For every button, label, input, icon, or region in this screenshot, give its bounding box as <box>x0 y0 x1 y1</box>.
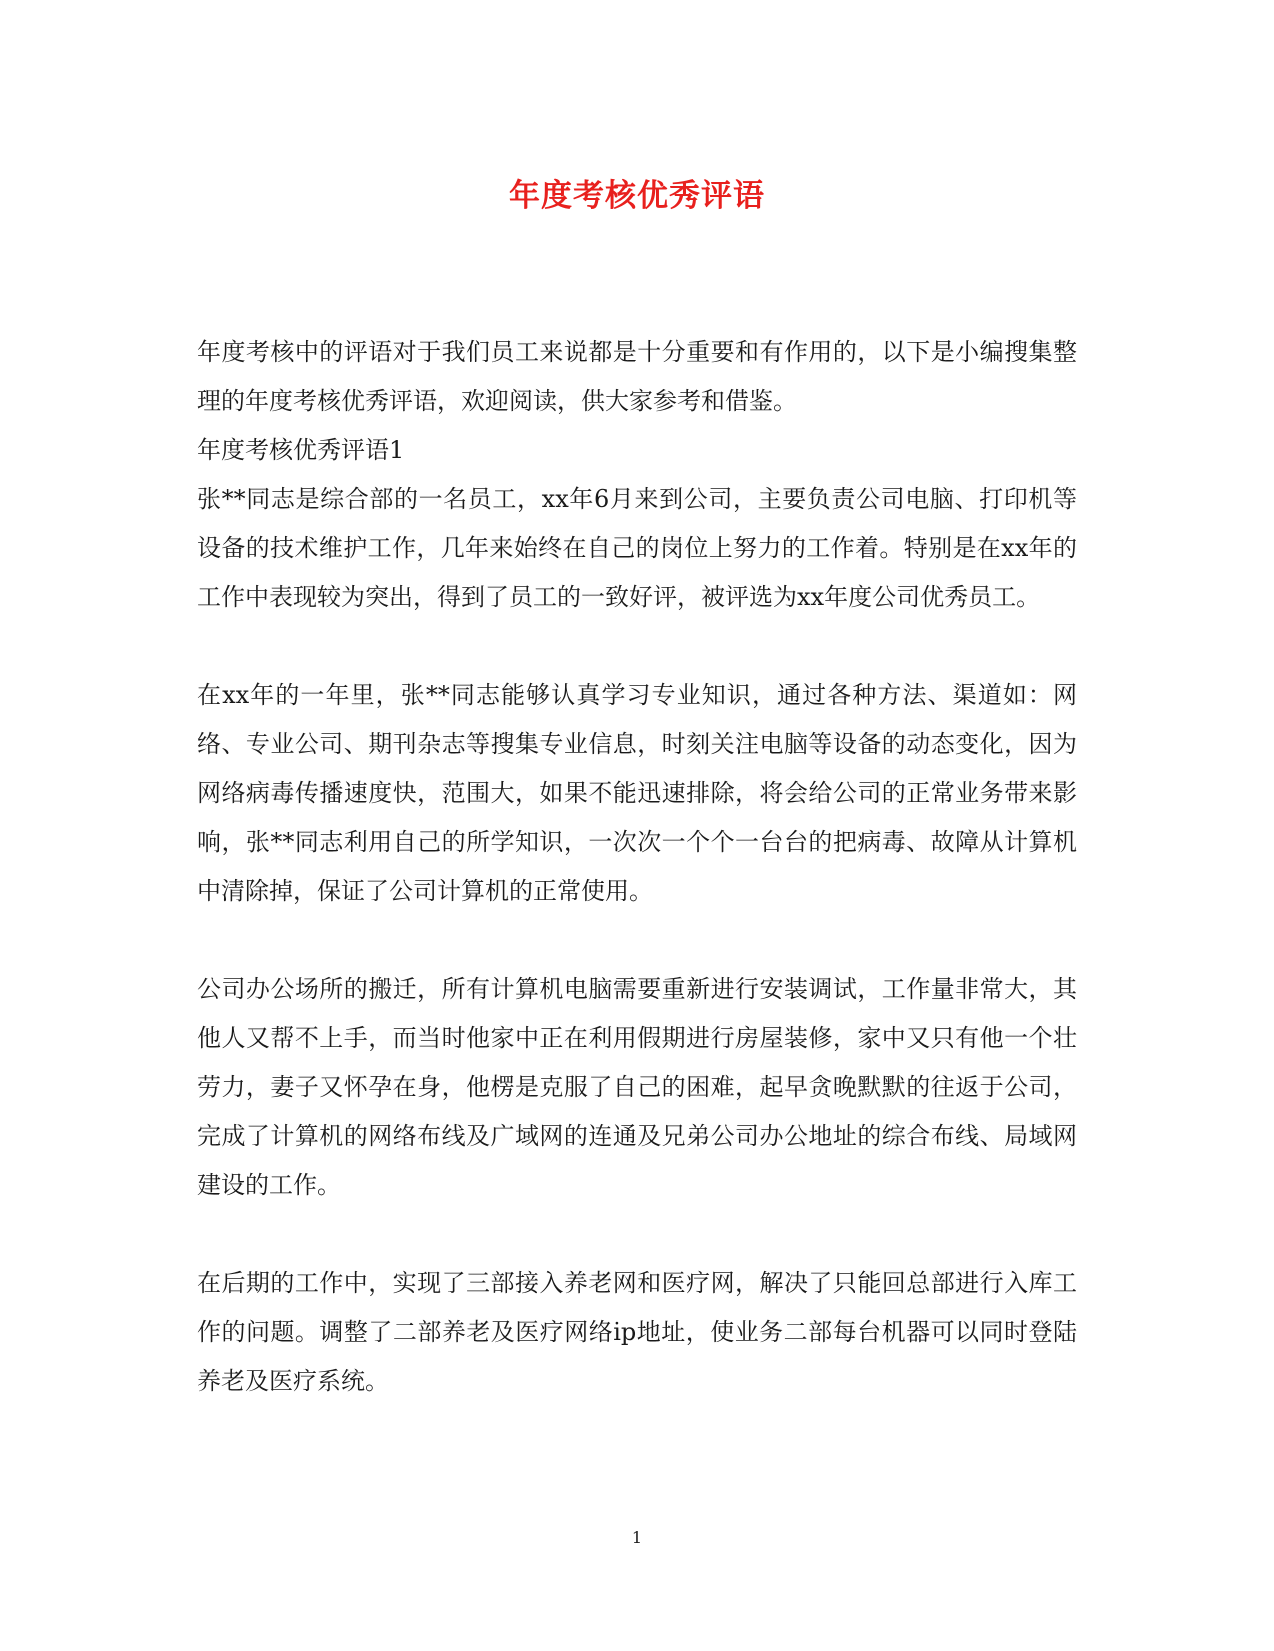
page-number: 1 <box>631 1528 643 1547</box>
body-paragraph: 张**同志是综合部的一名员工，xx年6月来到公司，主要负责公司电脑、打印机等设备的技术维护工作，几年来始终在自己的岗位上努力的工作着。特别是在xx年的工作中表现较为突出，得到了员工的一致好评，被评选为xx年度公司优秀员工。 <box>197 485 1077 611</box>
body-paragraph: 公司办公场所的搬迁，所有计算机电脑需要重新进行安装调试，工作量非常大，其他人又帮不上手，而当时他家中正在利用假期进行房屋装修，家中又只有他一个壮劳力，妻子又怀孕在身，他楞是克服了自己的困难，起早贪晚默默的往返于公司，完成了计算机的网络布线及广域网的连通及兄弟公司办公地址的综合布线、局域网建设的工作。 <box>197 975 1077 1199</box>
intro-paragraph: 年度考核中的评语对于我们员工来说都是十分重要和有作用的，以下是小编搜集整理的年度考核优秀评语，欢迎阅读，供大家参考和借鉴。 <box>197 338 1077 415</box>
document-body <box>197 328 1077 1406</box>
section-heading: 年度考核优秀评语1 <box>197 436 405 464</box>
body-paragraph: 在xx年的一年里，张**同志能够认真学习专业知识，通过各种方法、渠道如：网络、专业公司、期刊杂志等搜集专业信息，时刻关注电脑等设备的动态变化，因为网络病毒传播速度快，范围大，如果不能迅速排除，将会给公司的正常业务带来影响，张**同志利用自己的所学知识，一次次一个个一台台的把病毒、故障从计算机中清除掉，保证了公司计算机的正常使用。 <box>197 681 1077 905</box>
body-paragraph: 在后期的工作中，实现了三部接入养老网和医疗网，解决了只能回总部进行入库工作的问题。调整了二部养老及医疗网络ip地址，使业务二部每台机器可以同时登陆养老及医疗系统。 <box>197 1269 1077 1395</box>
document-title: 年度考核优秀评语 <box>509 178 765 214</box>
